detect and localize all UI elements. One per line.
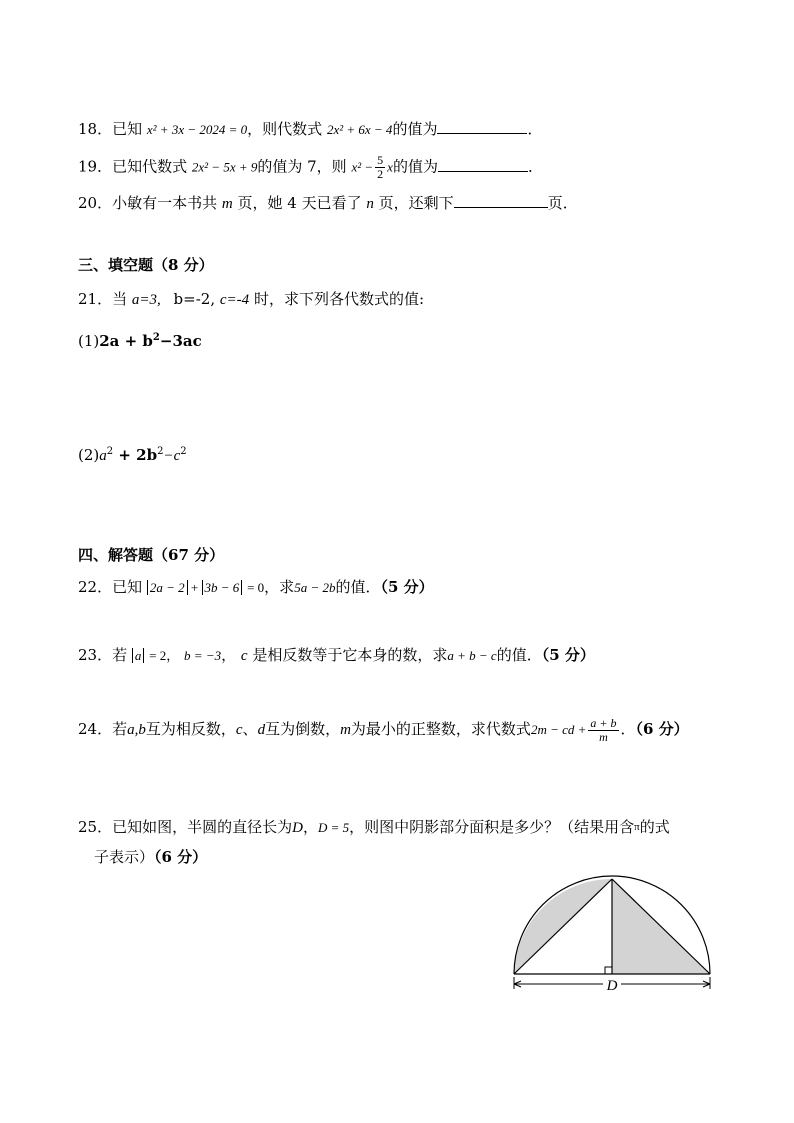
question-20: 20．小敏有一本书共 m 页，她 4 天已看了 n 页，还剩下 页． [78, 194, 578, 212]
answer-blank[interactable] [438, 157, 528, 172]
section-heading-4: 四、解答题（67 分） [78, 546, 225, 564]
fraction: $\frac{a + b}{m}$ [590, 715, 617, 744]
diameter-label: D [606, 978, 618, 994]
answer-blank[interactable] [454, 193, 548, 208]
answer-blank[interactable] [437, 119, 527, 134]
question-25: 25．已知如图，半圆的直径长为D，D = 5，则图中阴影部分面积是多少？（结果用含$^\pi$的式 [78, 818, 670, 836]
question-25-line-2: 子表示）（6 分） [94, 848, 208, 866]
question-22: 22．已知 2a − 2 + 3b − 6 = 0，求5a − 2b的值．（5 分） [78, 578, 434, 596]
fraction: $\frac{5}{2}$ [377, 153, 384, 181]
question-18: 18．已知 x² + 3x − 2024 = 0，则代数式 2x² + 6x − 4的值为 ． [78, 120, 543, 138]
semicircle-figure [508, 875, 720, 995]
question-21-part-2: $(2)a^2 + 2b^2-c^2$ [78, 446, 187, 464]
question-24: 24．若a,b互为相反数，c、d互为倒数，m为最小的正整数，求代数式2m − cd + $\frac{a + b}{m}$ ．（6 分） [78, 715, 689, 744]
section-heading-3: 三、填空题（8 分） [78, 256, 214, 274]
question-19: 19．已知代数式 2x² − 5x + 9的值为 7，则 x² − $\frac{5}{2}$ x的值为 ． [78, 153, 543, 181]
question-21: 21．当 a=3, b=-2, c=-4 时，求下列各代数式的值: [78, 290, 425, 308]
question-23: 23．若 a = 2， b = −3， c 是相反数等于它本身的数，求a + b − c的值．（5 分） [78, 646, 595, 664]
question-21-part-1: $(1)2a + b^2-3ac$ [78, 332, 202, 350]
right-angle-mark [605, 967, 612, 974]
